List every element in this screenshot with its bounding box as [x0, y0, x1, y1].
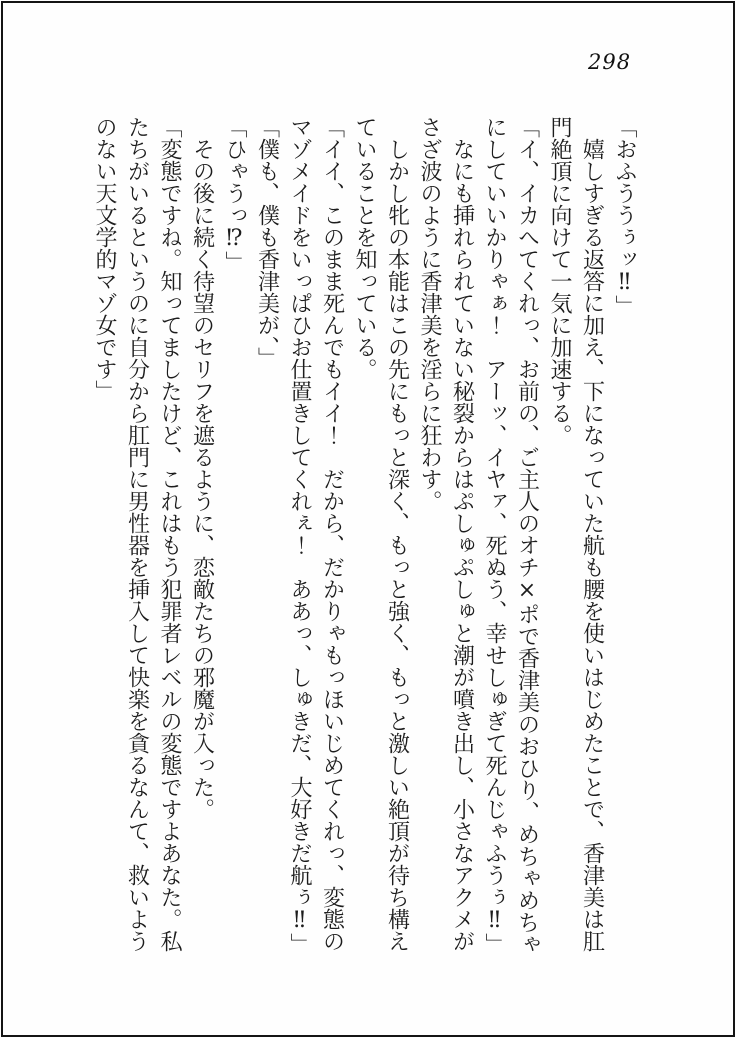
paragraph: 「ひゃうっ⁉」 [222, 116, 247, 273]
paragraph: なにも挿れられていない秘裂からはぷしゅぷしゅと潮が噴き出し、小さなアクメがさざ波のように香津美を淫らに狂わす。 [417, 116, 475, 952]
paragraph: 「イイ、このまま死んでもイイ！ だから、だかりゃもっほいじめてくれっ、変態のマゾメイドをいっぱひお仕置きしてくれぇ！ ああっ、しゅきだ、大好きだ航ぅ‼」 [287, 116, 345, 955]
paragraph: 「イ、イカへてくれっ、お前の、ご主人のオチ×ポで香津美のおひり、めちゃめちゃにしていいかりゃぁ！ アーッ、イヤァ、死ぬう、幸せしゅぎて死んじゃふうぅ‼」 [482, 116, 540, 955]
vertical-text-block [88, 116, 641, 956]
paragraph: 「僕も、僕も香津美が、」 [254, 116, 280, 369]
paragraph: 嬉しすぎる返答に加え、下になっていた航も腰を使いはじめたことで、香津美は肛門絶頂に向けて一気に加速する。 [547, 116, 605, 952]
paragraph: 「変態ですね。知ってましたけど、これはもう犯罪者レベルの変態ですよあなた。私たちがいるというのに自分から肛門に男性器を挿入して快楽を貪るなんて、救いようのない天文学的マゾ女です」 [92, 116, 182, 952]
paragraph: その後に続く待望のセリフを遮るように、恋敵たちの邪魔が入った。 [189, 116, 215, 820]
paragraph: しかし牝の本能はこの先にもっと深く、もっと強く、もっと激しい絶頂が待ち構えていることを知っている。 [352, 116, 410, 952]
paragraph: 「おふううぅッ‼」 [612, 116, 637, 317]
page-number: 298 [588, 50, 632, 74]
